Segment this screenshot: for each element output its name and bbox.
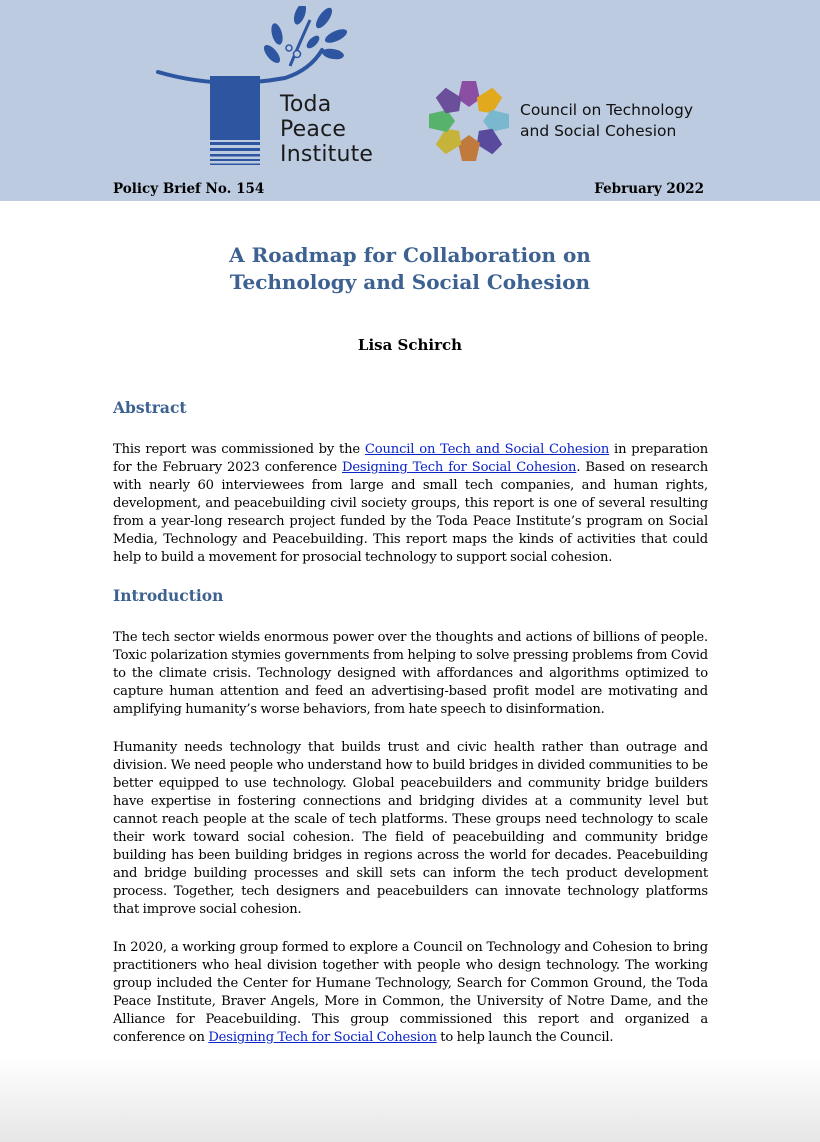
abstract-heading: Abstract	[113, 398, 187, 417]
title-line: Technology and Social Cohesion	[229, 270, 591, 294]
policy-brief-number: Policy Brief No. 154	[113, 181, 265, 197]
intro-paragraph-1: The tech sector wields enormous power over the thoughts and actions of billions of people. Toxic polarization stymies governments from helping to solve pressing problems from Covid to the climate crisis. Technology designed with affordances and algorithms optimized to capture human attention and feed an advertising-based profit model are motivating and amplifying humanity’s worse behaviors, from hate speech to disinformation.	[113, 630, 708, 717]
council-name-line: and Social Cohesion	[520, 122, 677, 140]
council-link[interactable]: Council on Tech and Social Cohesion	[364, 442, 610, 457]
conference-link[interactable]: Designing Tech for Social Cohesion	[341, 460, 577, 475]
toda-name-line: Peace	[280, 117, 347, 142]
intro-text: to help launch the Council.	[436, 1030, 614, 1045]
council-name	[520, 100, 693, 142]
council-ring-logo	[424, 76, 514, 166]
abstract-text: This report was commissioned by the	[113, 442, 365, 457]
header-band	[0, 0, 820, 201]
intro-paragraph-3	[113, 939, 708, 1047]
council-name-line: Council on Technology	[520, 101, 694, 119]
publication-date: February 2022	[594, 181, 704, 197]
introduction-heading: Introduction	[113, 586, 224, 605]
toda-name-line: Toda	[280, 92, 332, 117]
intro-text: In 2020, a working group formed to explore a Council on Technology and Cohesion to bring practitioners who heal division together with people who design technology. The working group included the Center for Humane Technology, Search for Common Ground, the Toda Peace Institute, Braver Angels, More in Common, the University of Notre Dame, and the Alliance for Peacebuilding. This group commissioned this report and organized a conference on	[113, 940, 708, 1045]
abstract-text: . Based on research with nearly 60 interviewees from large and small tech companies, and human rights, development, and peacebuilding civil society groups, this report is one of several resulting from a year-long research project funded by the Toda Peace Institute’s program on Social Media, Technology and Peacebuilding. This report maps the kinds of activities that could help to build a movement for prosocial technology to support social cohesion.	[113, 460, 708, 565]
author-name: Lisa Schirch	[357, 336, 463, 354]
title-line: A Roadmap for Collaboration on	[229, 243, 591, 267]
intro-paragraph-2: Humanity needs technology that builds trust and civic health rather than outrage and division. We need people who understand how to build bridges in divided communities to be better equipped to use technology. Global peacebuilders and community bridge builders have expertise in fostering connections and bridging divides at a community level but cannot reach people at the scale of tech platforms. These groups need technology to scale their work toward social cohesion. The field of peacebuilding and community bridge building has been building bridges in regions across the world for decades. Peacebuilding and bridge building processes and skill sets can inform the tech product development process. Together, tech designers and peacebuilders can innovate technology platforms that improve social cohesion.	[113, 740, 708, 917]
abstract-paragraph	[113, 441, 708, 567]
abstract-text: in preparation for the February 2023 conference	[113, 442, 708, 475]
toda-name-line: Institute	[280, 142, 374, 167]
document-title	[110, 242, 710, 296]
page-bottom-fade	[0, 1057, 820, 1142]
toda-institute-name	[280, 92, 373, 167]
conference-link-2[interactable]: Designing Tech for Social Cohesion	[208, 1030, 437, 1045]
